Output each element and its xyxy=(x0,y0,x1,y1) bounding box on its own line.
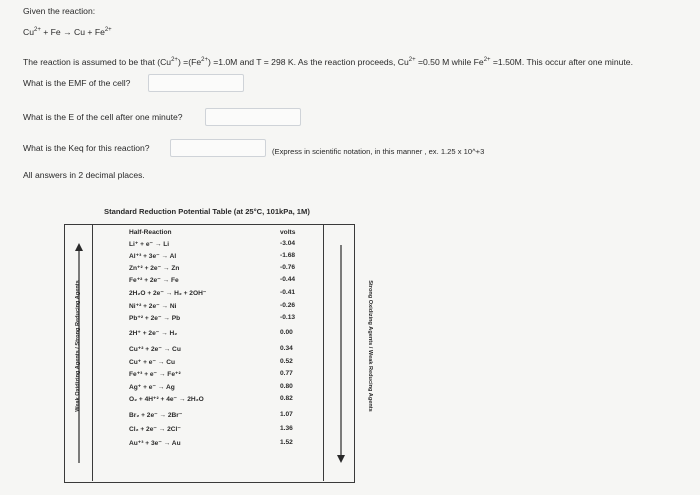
reaction-cu: Cu xyxy=(23,27,34,37)
assumption-part3: ) =1.0M and T = 298 K. As the reaction proceeds, Cu xyxy=(207,57,409,67)
potential-cell: -1.68 xyxy=(280,252,296,259)
potential-cell: 0.77 xyxy=(280,370,293,377)
emf-answer-input[interactable] xyxy=(148,74,244,92)
potential-cell: 0.00 xyxy=(280,329,293,336)
half-reaction-header: Half-Reaction xyxy=(129,229,172,236)
potential-cell: 0.80 xyxy=(280,383,293,390)
potential-cell: 0.34 xyxy=(280,345,293,352)
assumption-part5: =1.50M. This occur after one minute. xyxy=(490,57,633,67)
reaction-cu-charge: 2+ xyxy=(34,27,41,33)
half-reaction-cell: Li⁺ + e⁻ → Li xyxy=(129,241,170,248)
reaction-rest: + Fe → Cu + Fe xyxy=(40,27,105,37)
question-emf: What is the EMF of the cell? xyxy=(23,78,131,88)
e-after-answer-input[interactable] xyxy=(205,108,301,126)
assumption-sup1: 2+ xyxy=(171,57,178,63)
volts-header: volts xyxy=(280,229,296,236)
reduction-potential-table xyxy=(64,224,373,483)
potential-cell: 1.52 xyxy=(280,439,293,446)
half-reaction-cell: Al⁺³ + 3e⁻ → Al xyxy=(129,253,177,260)
table-title: Standard Reduction Potential Table (at 25°C, 101kPa, 1M) xyxy=(104,207,310,216)
decimal-note: All answers in 2 decimal places. xyxy=(23,170,145,180)
assumption-part4: =0.50 M while Fe xyxy=(415,57,484,67)
potential-cell: -0.44 xyxy=(280,276,296,283)
assumption-sup4: 2+ xyxy=(483,57,491,63)
potential-cell: 1.36 xyxy=(280,425,293,432)
potential-cell: 0.52 xyxy=(280,358,293,365)
potential-cell: 0.82 xyxy=(280,395,293,402)
assumption-part1: The reaction is assumed to be that (Cu xyxy=(23,57,172,67)
half-reaction-cell: Au⁺³ + 3e⁻ → Au xyxy=(129,440,181,447)
half-reaction-cell: Br₂ + 2e⁻ → 2Br⁻ xyxy=(129,412,183,419)
potential-cell: -3.04 xyxy=(280,240,296,247)
assumption-sup2: 2+ xyxy=(201,57,208,63)
half-reaction-cell: Cl₂ + 2e⁻ → 2Cl⁻ xyxy=(129,426,181,433)
half-reaction-cell: Ni⁺² + 2e⁻ → Ni xyxy=(129,303,177,310)
potential-cell: -0.41 xyxy=(280,289,296,296)
half-reaction-cell: Fe⁺³ + e⁻ → Fe⁺² xyxy=(129,371,181,378)
half-reaction-cell: Cu⁺² + 2e⁻ → Cu xyxy=(129,346,181,353)
right-axis-label: Strong Oxidizing Agents / Weak Reducing Agents xyxy=(367,280,373,412)
assumption-part2: ) =(Fe xyxy=(177,57,202,67)
keq-format-hint: (Express in scientific notation, in this manner , ex. 1.25 x 10^+3 xyxy=(272,147,485,156)
half-reaction-cell: Ag⁺ + e⁻ → Ag xyxy=(129,384,175,391)
reaction-equation xyxy=(23,27,112,37)
half-reaction-cell: Pb⁺² + 2e⁻ → Pb xyxy=(129,315,181,322)
potential-cell: -0.13 xyxy=(280,314,296,321)
half-reaction-cell: Cu⁺ + e⁻ → Cu xyxy=(129,359,175,366)
half-reaction-cell: Fe⁺² + 2e⁻ → Fe xyxy=(129,277,179,284)
left-up-arrow-icon xyxy=(73,243,85,465)
half-reaction-cell: 2H⁺ + 2e⁻ → H₂ xyxy=(129,330,178,337)
assumption-text xyxy=(23,57,633,67)
assumption-sup3: 2+ xyxy=(408,57,416,63)
question-keq: What is the Keq for this reaction? xyxy=(23,143,150,153)
reaction-fe-charge: 2+ xyxy=(104,27,112,33)
right-down-arrow-icon xyxy=(335,243,347,465)
keq-answer-input[interactable] xyxy=(170,139,266,157)
half-reaction-cell: 2H₂O + 2e⁻ → H₂ + 2OH⁻ xyxy=(129,290,207,297)
half-reaction-cell: O₂ + 4H⁺² + 4e⁻ → 2H₂O xyxy=(129,396,204,403)
left-axis-label: Weak Oxidizing Agents / Strong Reducing Agents xyxy=(75,280,81,412)
question-e-after: What is the E of the cell after one minute? xyxy=(23,112,183,122)
half-reaction-cell: Zn⁺² + 2e⁻ → Zn xyxy=(129,265,180,272)
potential-cell: 1.07 xyxy=(280,411,293,418)
potential-cell: -0.26 xyxy=(280,302,296,309)
given-label: Given the reaction: xyxy=(23,6,96,16)
potential-cell: -0.76 xyxy=(280,264,296,271)
